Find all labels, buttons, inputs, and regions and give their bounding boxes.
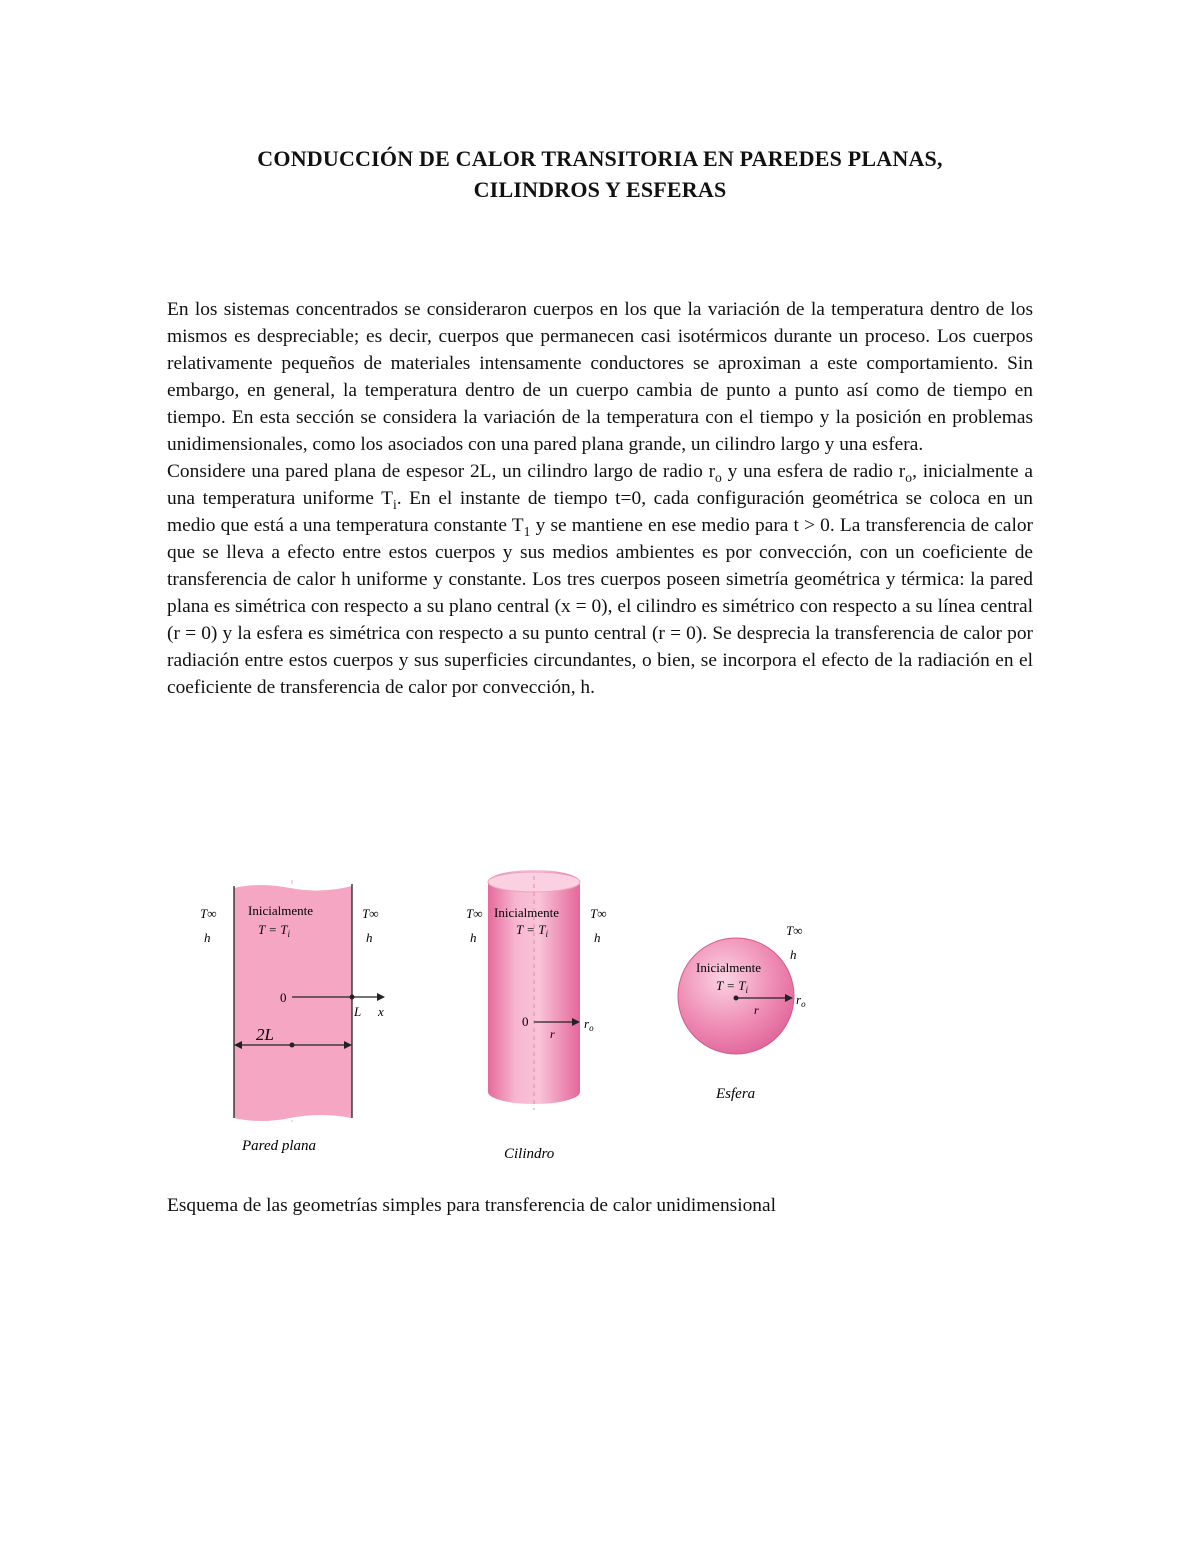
sphere-initial-eq: $T = T_i$ — [716, 978, 749, 995]
cylinder-initial-label: Inicialmente — [494, 905, 559, 920]
sphere-r-label: r — [754, 1003, 759, 1017]
geometry-figure — [180, 860, 840, 1170]
midplane-point — [290, 1043, 295, 1048]
page-title — [140, 143, 1060, 205]
paragraph-2-text: Considere una pared plana de espesor 2L, un cilindro largo de radio r — [167, 461, 716, 482]
cylinder-h-left: h — [470, 930, 477, 945]
wall-origin: 0 — [280, 990, 287, 1005]
cylinder-ro-label: $r_o$ — [584, 1016, 594, 1033]
subscript: i — [392, 496, 397, 512]
cylinder-t-inf-right: T∞ — [590, 906, 607, 921]
wall-initial-eq: $T = T_i$ — [258, 922, 291, 939]
wall-initial-label: Inicialmente — [248, 903, 313, 918]
paragraph-2-text: , inicialmente a una temperatura uniforme T — [167, 461, 1033, 509]
cylinder-initial-eq: $T = T_i$ — [516, 922, 549, 939]
figure-caption: Esquema de las geometrías simples para transferencia de calor unidimensional — [167, 1195, 776, 1216]
wall-h-right: h — [366, 930, 373, 945]
subscript: o — [715, 469, 722, 485]
cylinder-t-inf-left: T∞ — [466, 906, 483, 921]
cylinder-caption: Cilindro — [504, 1146, 555, 1162]
cylinder — [466, 870, 607, 1162]
sphere-h: h — [790, 947, 797, 962]
wall-t-inf-left: T∞ — [200, 906, 217, 921]
cylinder-origin: 0 — [522, 1014, 529, 1029]
paragraph-2 — [167, 458, 1033, 701]
cylinder-h-right: h — [594, 930, 601, 945]
body-text — [167, 296, 1033, 701]
sphere-caption: Esfera — [716, 1086, 756, 1102]
geometry-diagram — [180, 860, 840, 1170]
title-line-1: CONDUCCIÓN DE CALOR TRANSITORIA EN PAREDES PLANAS, — [257, 146, 943, 171]
wall-t-inf-right: T∞ — [362, 906, 379, 921]
wall-h-left: h — [204, 930, 211, 945]
wall-x-label: x — [378, 1004, 384, 1019]
x-axis-arrow — [377, 993, 385, 1001]
sphere — [678, 923, 806, 1102]
cylinder-top — [488, 872, 580, 892]
paragraph-1: En los sistemas concentrados se consideraron cuerpos en los que la variación de la temperatura dentro de los mismos es despreciable; es decir, cuerpos que permanecen casi isotérmicos durante un proceso. Los cuerpos relativamente pequeños de materiales intensamente conductores se aproximan a este comportamiento. Sin embargo, en general, la temperatura dentro de un cuerpo cambia de punto a punto así como de tiempo en tiempo. En esta sección se considera la variación de la temperatura con el tiempo y la posición en problemas unidimensionales, como los asociados con una pared plana grande, un cilindro largo y una esfera. — [167, 299, 1033, 455]
surface-point — [350, 995, 355, 1000]
paragraph-2-text: y una esfera de radio r — [721, 461, 906, 482]
paragraph-2-text: y se mantiene en ese medio para t > 0. La transferencia de calor que se lleva a efecto entre estos cuerpos y sus medios ambientes es por convección, con un coeficiente de transferencia de calor h uniforme y constante. Los tres cuerpos poseen simetría geométrica y térmica: la pared plana es simétrica con respecto a su plano central (x = 0), el cilindro es simétrico con respecto a su línea central (r = 0) y la esfera es simétrica con respecto a su punto central (r = 0). Se desprecia la transferencia de calor por radiación entre estos cuerpos y sus superficies circundantes, o bien, se incorpora el efecto de la radiación en el coeficiente de transferencia de calor por convección, h. — [167, 515, 1033, 698]
sphere-t-inf: T∞ — [786, 923, 803, 938]
plane-wall — [200, 880, 385, 1154]
subscript: 1 — [523, 523, 531, 539]
wall-caption: Pared plana — [242, 1138, 317, 1154]
wall-body — [234, 885, 352, 1121]
thickness-label: 2L — [256, 1025, 274, 1044]
paragraph-2-text: . En el instante de tiempo t=0, cada configuración geométrica se coloca en un medio que está a una temperatura constante T — [167, 488, 1033, 536]
sphere-ro-label: $r_o$ — [796, 992, 806, 1009]
title-line-2: CILINDROS Y ESFERAS — [473, 177, 727, 202]
sphere-initial-label: Inicialmente — [696, 960, 761, 975]
cylinder-r-label: r — [550, 1027, 555, 1041]
wall-l-label: L — [354, 1004, 362, 1019]
subscript: o — [905, 469, 913, 485]
